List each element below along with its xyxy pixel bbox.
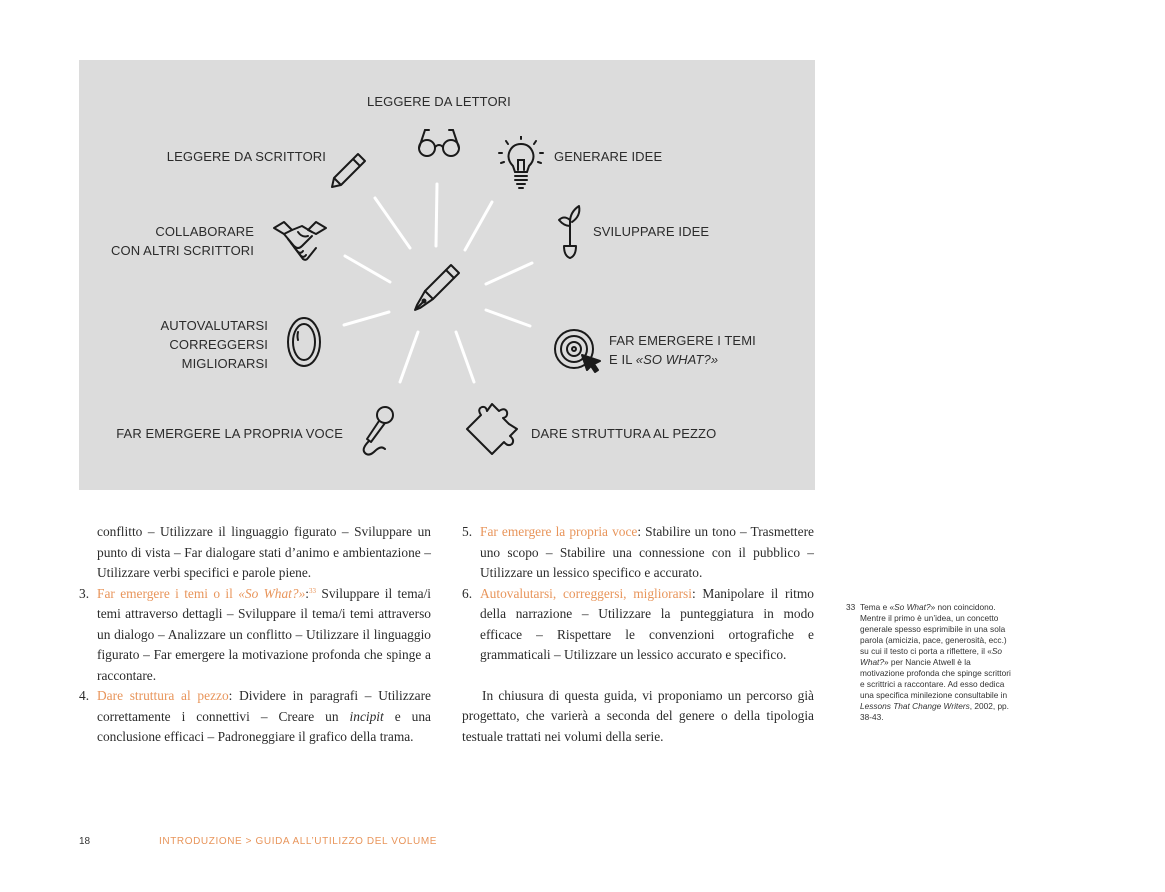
closing-paragraph: In chiusura di questa guida, vi proponiamo un percorso già progettato, che varierà a seconda del genere o della tipologia testuale trattati nei volumi della serie. [462,687,814,744]
page-number: 18 [79,836,91,847]
running-head: INTRODUZIONE > GUIDA ALL’UTILIZZO DEL VOLUME [159,836,438,847]
list-item-3 [79,584,431,687]
label-temi-line2b: «SO WHAT?» [635,352,719,367]
label-temi-line2 [609,350,756,369]
item-text: : Stabilire un tono – Trasmettere uno scopo – Stabilire una connessione con il pubblico – Utilizzare un lessico specifico e accurato. [480,524,814,580]
footnote-text: Tema e «So What?» non coincidono. Mentre il primo è un’idea, un concetto generale spesso esprimibile in una sola parola (amicizia, pace, generosità, ecc.) su cui il testo ci porta a riflettere, il «So What?» per Nancie Atwell è la motivazione profonda che spinge scrittori e scrittrici a raccontare. Ad esso dedica una specifica minilezione consultabile in Lessons That Change Writers, 2002, pp. 38-43. [860,602,1011,722]
label-generare-idee: GENERARE IDEE [554,149,663,164]
target-icon [552,328,604,374]
label-auto-line3: MIGLIORARSI [181,356,268,371]
microphone-icon [355,405,397,457]
label-collaborare [111,222,254,260]
item-title: Dare struttura al pezzo [97,688,229,703]
list-number: 5. [462,524,473,539]
text-column-right [462,522,814,747]
footnote-33 [846,602,1011,723]
label-collaborare-line2: CON ALTRI SCRITTORI [111,243,254,258]
list-item-6 [462,584,814,666]
item-text: : Dividere in paragrafi – Utilizzare correttamente i connettivi – Creare un [97,688,431,724]
list-item-5 [462,522,814,584]
label-temi [609,331,756,369]
label-sviluppare-idee: SVILUPPARE IDEE [593,224,710,239]
lightbulb-icon [497,136,545,192]
fountain-pen-icon [411,262,463,314]
item-text-em: incipit [349,708,384,724]
item-title: Far emergere i temi o il [97,585,239,601]
label-collaborare-line1: COLLABORARE [155,224,254,239]
list-item-4 [79,686,431,748]
pencil-icon [328,150,368,190]
item-title-em: «So What?» [238,585,306,601]
label-voce: FAR EMERGERE LA PROPRIA VOCE [116,426,343,441]
footnote-ref[interactable]: 33 [309,586,317,595]
handshake-icon [272,218,328,262]
list-item-continuation: conflitto – Utilizzare il linguaggio figurato – Sviluppare un punto di vista – Far dialogare stati d’animo e ambientazione – Utilizzare verbi specifici e parole piene. [97,524,431,580]
footnote-number: 33 [846,602,856,612]
list-number: 4. [79,688,90,703]
text-column-left [79,522,431,748]
item-title: Autovalutarsi, correggersi, migliorarsi [480,585,692,601]
item-text: Sviluppare il tema/i temi attraverso dettagli – Sviluppare il tema/i temi attraverso un dialogo – Analizzare un conflitto – Utilizzare il linguaggio figurato – Far emergere la motivazione profonda che spinge a raccontare. [97,585,432,683]
sprout-icon [555,202,585,260]
label-auto-line2: CORREGGERSI [169,337,268,352]
label-struttura: DARE STRUTTURA AL PEZZO [531,426,717,441]
mirror-icon [286,316,322,368]
label-temi-line2a: E IL [609,352,636,367]
puzzle-icon [465,402,519,456]
colon: : [305,585,310,601]
label-auto-line1: AUTOVALUTARSI [160,318,268,333]
glasses-icon [415,124,463,160]
label-temi-line1: FAR EMERGERE I TEMI [609,333,756,348]
item-text: e una conclusione efficaci – Padroneggiare il grafico della trama. [97,708,431,744]
item-title: Far emergere la propria voce [480,524,638,539]
list-number: 6. [462,585,473,601]
label-leggere-scrittori: LEGGERE DA SCRITTORI [166,149,326,164]
label-autovalutarsi [161,316,269,373]
label-leggere-lettori: LEGGERE DA LETTORI [367,94,511,109]
item-text: : Manipolare il ritmo della narrazione – Utilizzare la punteggiatura in modo efficace – Rispettare le convenzioni ortografiche e grammaticali – Utilizzare un lessico accurato e specifico. [480,585,814,662]
list-number: 3. [79,585,90,601]
writing-process-figure [79,60,815,490]
